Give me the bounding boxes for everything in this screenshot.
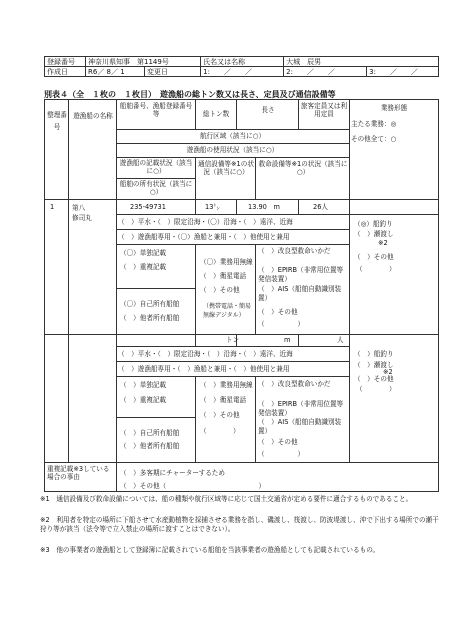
row-1-seq: 1	[50, 203, 55, 211]
divider	[195, 376, 196, 462]
divider	[195, 99, 196, 129]
row-1-biz-2: （ ）瀬渡し	[354, 230, 394, 238]
row-1-res-1: （ ）改良型救命いかだ	[258, 247, 331, 255]
reg-no-value: 神奈川県知事 第1149号	[86, 57, 201, 67]
row-2-res-1: （ ）改良型救命いかだ	[258, 380, 331, 388]
comm-header: 通信設備等※1の状況（該当に○）	[198, 160, 254, 176]
page-title: 別表４（全 １枚の １枚目） 遊漁船の総トン数又は長さ、定員及び通信設備等	[44, 90, 336, 99]
row-2-own-1: （ ）自己所有船舶	[120, 429, 180, 437]
dup-label: 重複記載※3している場合の事由	[47, 465, 110, 481]
reg-no-label: 登録番号	[45, 57, 86, 67]
row-1-boat-name: 第八 修司丸	[72, 204, 92, 222]
row-1-length: 13.90 m	[248, 203, 280, 211]
row-1-biz-4: （ ）その他	[354, 253, 394, 261]
row-2-comm-3: （ ）その他	[200, 411, 240, 419]
divider	[298, 334, 299, 346]
name-value: 大城 辰男	[284, 57, 439, 67]
divider	[116, 346, 349, 347]
registry-header: 遊漁船の記載状況（該当に○）	[119, 159, 193, 175]
col-length-header: 長さ	[261, 106, 275, 114]
divider	[116, 143, 349, 144]
col-reg-no-header: 船舶番号、漁船登録番号等	[119, 102, 193, 118]
row-2-length: m	[284, 336, 291, 344]
changed-1: 1: ／ ／	[201, 67, 284, 77]
divider	[349, 99, 350, 462]
divider	[195, 334, 196, 346]
dup-opt-2: （ ）その他（ ）	[120, 482, 266, 490]
header-table	[44, 56, 439, 77]
row-2-biz-2: （ ）瀬渡し	[354, 361, 394, 369]
col-business-header: 業務形態	[380, 104, 408, 112]
note-2: ※2 利用者を特定の場所に下船させて水産動植物を採捕させる業務を指し、磯渡し、筏渡し、防波堤渡し、沖で下出する場所での瀬干狩り等が該当（法令等で立入禁止の場所に渡すことはできない）。	[40, 516, 439, 533]
row-1-res-4: （ ）その他	[258, 308, 298, 316]
divider	[255, 157, 256, 199]
changed-3: 3: ／ ／	[367, 67, 439, 77]
divider	[116, 229, 349, 230]
divider	[195, 157, 196, 199]
row-2-own-2: （ ）他者所有船舶	[120, 442, 180, 450]
row-1-reg-no: 235-49731	[130, 203, 166, 211]
divider	[44, 462, 439, 463]
row-1-comm-4: （携帯電話・簡易無線デジタル）	[203, 303, 252, 319]
divider	[195, 199, 196, 214]
row-2-biz-3: ※2	[383, 368, 393, 376]
note-3: ※3 他の事業者の遊漁船として登録簿に記載されている船舶を当該事業者の遊漁船としても記載されているもの。	[40, 546, 380, 554]
area-header: 航行区域（該当に○）	[199, 132, 266, 140]
divider	[44, 199, 439, 200]
divider	[116, 417, 195, 418]
row-2-comm-1: （ ）業務用無線	[200, 381, 253, 389]
divider	[116, 214, 439, 215]
divider	[236, 199, 237, 214]
divider	[116, 244, 349, 245]
row-1-biz-5: （ ）	[356, 265, 396, 273]
row-2-usage: （ ）遊漁船専用・（ ）漁船と兼用・（ ）他使用と兼用	[118, 365, 290, 373]
divider	[298, 99, 299, 129]
changed-label: 変更日	[145, 67, 201, 77]
row-2-biz-5: （ ）	[356, 385, 396, 393]
row-2-reg-2: （ ）重複記載	[120, 396, 167, 404]
row-1-area: （ ）平水・（ ）限定沿海・（〇）沿海・（ ）遠洋、近海	[118, 218, 293, 226]
row-1-reg-2: （ ）重複記載	[120, 263, 167, 271]
row-2-comm-2: （ ）衛星電話	[200, 396, 247, 404]
row-1-res-3: （ ）AIS（船舶自動識別装置）	[258, 285, 342, 302]
divider	[255, 244, 256, 334]
col-boat-name-header: 遊漁船の名称	[73, 112, 113, 120]
divider	[116, 376, 349, 377]
divider	[68, 99, 69, 462]
changed-2: 2: ／ ／	[284, 67, 367, 77]
row-2-reg-1: （ ）単独記載	[120, 381, 167, 389]
created-value: R6／ 8／ 1	[86, 67, 145, 77]
divider	[116, 157, 349, 158]
row-2-res-4: （ ）その他	[258, 438, 298, 446]
row-2-capacity: 人	[337, 336, 344, 344]
divider	[236, 99, 237, 129]
row-2-comm-4: （ ）	[200, 427, 240, 435]
row-2-tonnage: トン	[226, 336, 240, 344]
business-main-label: 主たる業務：◎	[351, 120, 397, 128]
row-1-usage: （ ）遊漁船専用・（〇）漁船と兼用・（ ）他使用と兼用	[118, 233, 290, 241]
row-1-own-1: （〇）自己所有船舶	[120, 300, 180, 308]
row-1-tonnage: 13㌧	[205, 203, 220, 211]
row-1-reg-1: （〇）単独記載	[120, 249, 167, 257]
row-1-comm-2: （ ）衛星電話	[200, 272, 247, 280]
col-tonnage-header: 総トン数	[202, 110, 230, 118]
col-capacity-header: 旅客定員又は利用定員	[300, 102, 348, 118]
divider	[255, 376, 256, 462]
col-seq-header: 整理番号	[47, 111, 67, 131]
created-label: 作成日	[45, 67, 86, 77]
row-1-res-2: （ ）EPIRB（非常用位置等発信装置）	[258, 266, 344, 283]
divider	[44, 334, 439, 335]
row-2-biz-1: （ ）船釣り	[354, 350, 394, 358]
row-1-res-5: （ ）	[258, 320, 305, 328]
row-2-area: （ ）平水・（ ）限定沿海・（ ）沿海・（ ）遠洋、近海	[118, 350, 293, 358]
row-2-res-3: （ ）AIS（船舶自動識別装置）	[258, 418, 342, 435]
divider	[116, 129, 349, 130]
name-label: 氏名又は名称	[201, 57, 284, 67]
dup-opt-1: （ ）多客期にチャーターするため	[120, 469, 225, 477]
row-1-biz-1: （◎）船釣り	[354, 220, 393, 228]
row-1-biz-3: ※2	[378, 239, 388, 247]
business-other-label: その他全て：○	[351, 135, 397, 143]
divider	[116, 178, 195, 179]
row-1-comm-3: （ ）その他	[200, 286, 240, 294]
row-1-capacity: 26人	[313, 203, 328, 211]
note-1: ※1 通信設備及び救命設備については、船の種類や航行区域等に応じて国土交通省が定める要件に適合するものであること。	[40, 495, 413, 503]
row-2-biz-4: （ ）その他	[354, 375, 394, 383]
divider	[116, 288, 195, 289]
usage-header: 遊漁船の使用状況（該当に○）	[186, 146, 279, 154]
row-2-res-5: （ ）	[258, 450, 305, 458]
row-2-res-2: （ ）EPIRB（非常用位置等発信装置）	[258, 400, 344, 417]
row-1-own-2: （ ）他者所有船舶	[120, 314, 180, 322]
rescue-header: 救命設備等※1の状況（該当に○）	[258, 160, 348, 176]
divider	[195, 244, 196, 334]
divider	[116, 361, 349, 362]
ownership-header: 船舶の所有状況（該当に○）	[119, 180, 193, 196]
row-1-comm-1: （〇）業務用無線	[200, 258, 253, 266]
divider	[298, 199, 299, 214]
